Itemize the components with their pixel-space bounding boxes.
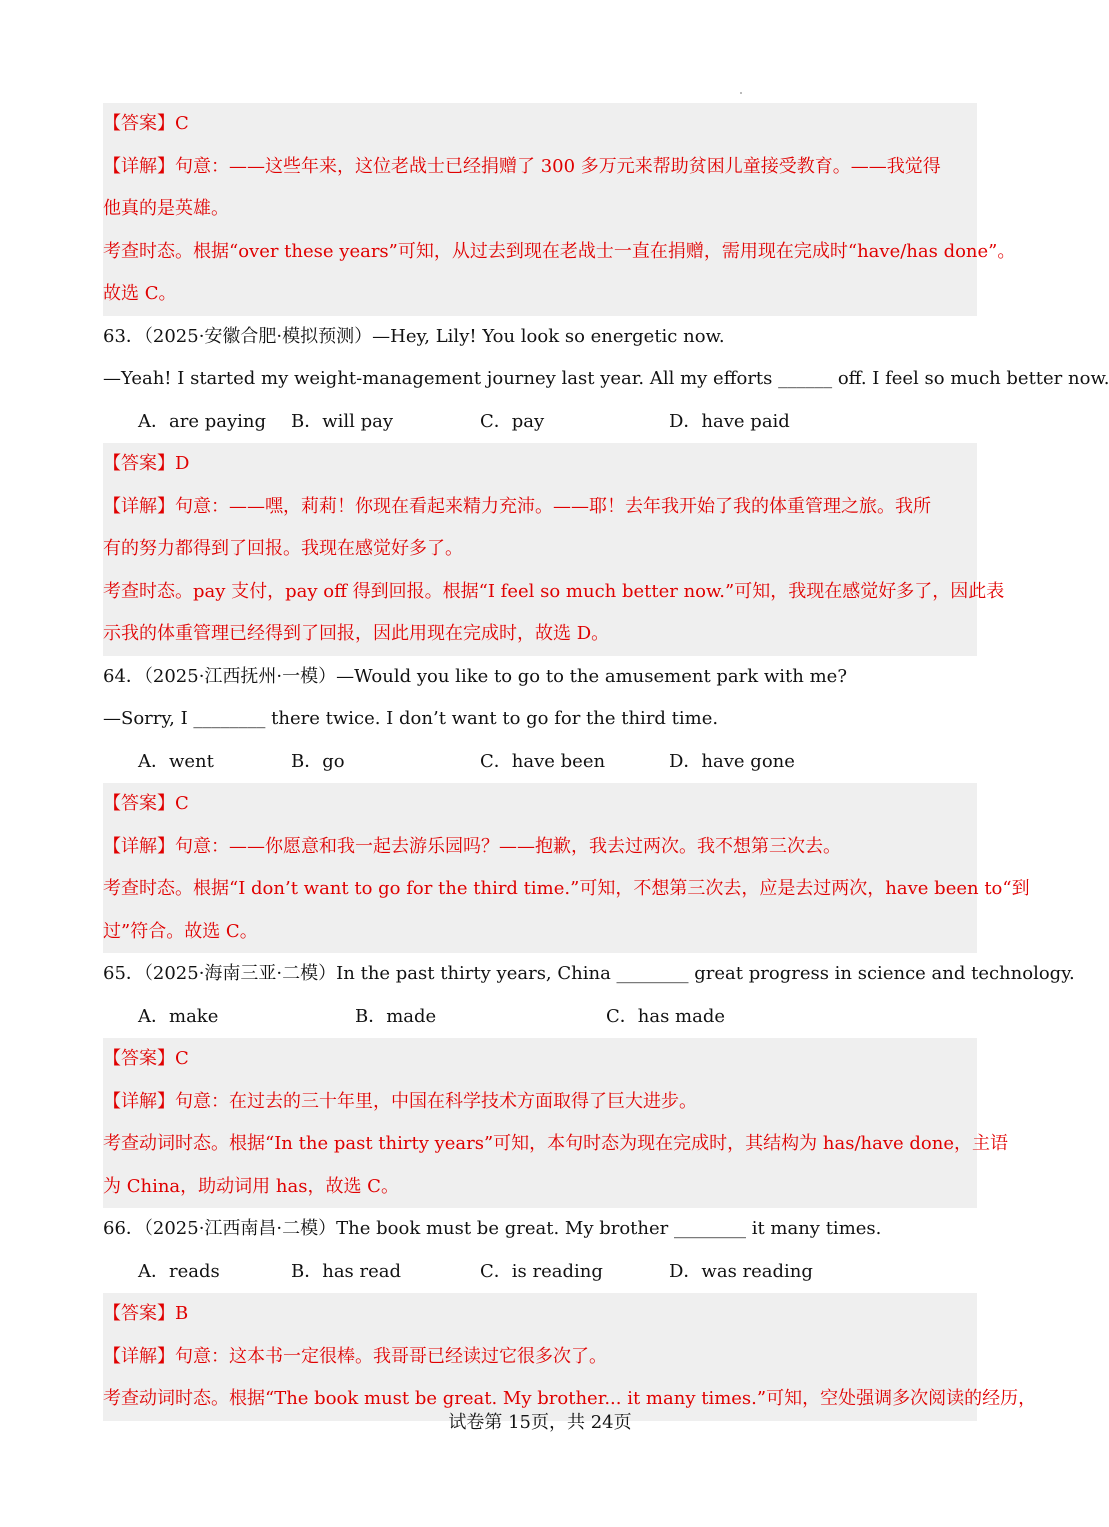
option-b: B．made	[355, 1005, 437, 1027]
option-d: D．have gone	[669, 750, 795, 772]
option-a: A．are paying	[138, 410, 267, 432]
option-d: D．have paid	[669, 410, 790, 432]
option-a: A．reads	[138, 1260, 220, 1282]
question-block	[103, 316, 1109, 444]
answer-line: 【答案】B	[103, 1303, 189, 1324]
explanation-line: 故选 C。	[103, 283, 177, 304]
option-row	[103, 1251, 977, 1294]
option-row	[103, 401, 977, 444]
explanation-line: 为 China，助动词用 has，故选 C。	[103, 1175, 399, 1197]
option-c: C．has made	[606, 1005, 726, 1027]
answer-explanation-block	[103, 783, 1030, 953]
option-b: B．has read	[291, 1260, 402, 1282]
question-line: —Sorry, I ________ there twice. I don’t want to go for the third time.	[103, 708, 719, 729]
option-b: B．will pay	[291, 410, 394, 432]
question-block	[103, 953, 1075, 1038]
answer-explanation-block	[103, 1038, 1008, 1208]
question-line: —Yeah! I started my weight-management journey last year. All my efforts ______ off. I feel so much better now.	[103, 368, 1109, 389]
question-stem: 66．（2025·江西南昌·二模）The book must be great. My brother ________ it many times.	[103, 1218, 882, 1239]
question-stem: 65．（2025·海南三亚·二模）In the past thirty years, China ________ great progress in science and technology.	[103, 963, 1075, 984]
explanation-line: 有的努力都得到了回报。我现在感觉好多了。	[103, 538, 463, 559]
option-a: A．make	[138, 1005, 219, 1027]
explanation-line: 考查动词时态。根据“In the past thirty years”可知，本句时态为现在完成时，其结构为 has/have done，主语	[103, 1133, 1008, 1154]
explanation-line: 示我的体重管理已经得到了回报，因此用现在完成时，故选 D。	[103, 623, 610, 644]
answer-explanation-block	[103, 1293, 1037, 1421]
option-c: C．is reading	[480, 1260, 603, 1282]
answer-line: 【答案】D	[103, 453, 190, 474]
question-block	[103, 656, 977, 784]
explanation-line: 【详解】句意：——嘿，莉莉！你现在看起来精力充沛。——耶！去年我开始了我的体重管理之旅。我所	[103, 495, 931, 517]
answer-line: 【答案】C	[103, 793, 189, 814]
option-c: C．have been	[480, 750, 606, 772]
option-row	[103, 996, 977, 1039]
answer-explanation-block	[103, 103, 1016, 316]
explanation-line: 过”符合。故选 C。	[103, 920, 258, 942]
explanation-line: 他真的是英雄。	[103, 198, 229, 219]
option-a: A．went	[138, 750, 214, 772]
explanation-line: 【详解】句意：——你愿意和我一起去游乐园吗？——抱歉，我去过两次。我不想第三次去。	[103, 835, 841, 857]
explanation-line: 考查时态。pay 支付，pay off 得到回报。根据“I feel so much better now.”可知，我现在感觉好多了，因此表	[103, 580, 1005, 602]
option-d: D．was reading	[669, 1260, 813, 1282]
explanation-line: 【详解】句意：在过去的三十年里，中国在科学技术方面取得了巨大进步。	[103, 1090, 697, 1112]
question-stem: 63．（2025·安徽合肥·模拟预测）—Hey, Lily! You look so energetic now.	[103, 325, 725, 347]
explanation-line: 【详解】句意：——这些年来，这位老战士已经捐赠了 300 多万元来帮助贫困儿童接受教育。——我觉得	[103, 155, 941, 177]
answer-explanation-block	[103, 443, 1005, 656]
explanation-line: 【详解】句意：这本书一定很棒。我哥哥已经读过它很多次了。	[103, 1345, 607, 1367]
explanation-line: 考查动词时态。根据“The book must be great. My brother... it many times.”可知，空处强调多次阅读的经历，	[103, 1388, 1037, 1409]
answer-line: 【答案】C	[103, 1048, 189, 1069]
scan-dot	[740, 92, 742, 94]
explanation-line: 考查时态。根据“over these years”可知，从过去到现在老战士一直在捐赠，需用现在完成时“have/has done”。	[103, 240, 1016, 262]
question-block	[103, 1208, 977, 1293]
answer-line: 【答案】C	[103, 113, 189, 134]
question-stem: 64．（2025·江西抚州·一模）—Would you like to go to the amusement park with me?	[103, 665, 847, 687]
explanation-line: 考查时态。根据“I don’t want to go for the third time.”可知，不想第三次去，应是去过两次，have been to“到	[103, 878, 1030, 899]
page-footer: 试卷第 15页，共 24页	[448, 1412, 632, 1433]
page-content	[103, 103, 1109, 1421]
option-c: C．pay	[480, 410, 545, 432]
option-b: B．go	[291, 750, 345, 772]
option-row	[103, 741, 977, 784]
